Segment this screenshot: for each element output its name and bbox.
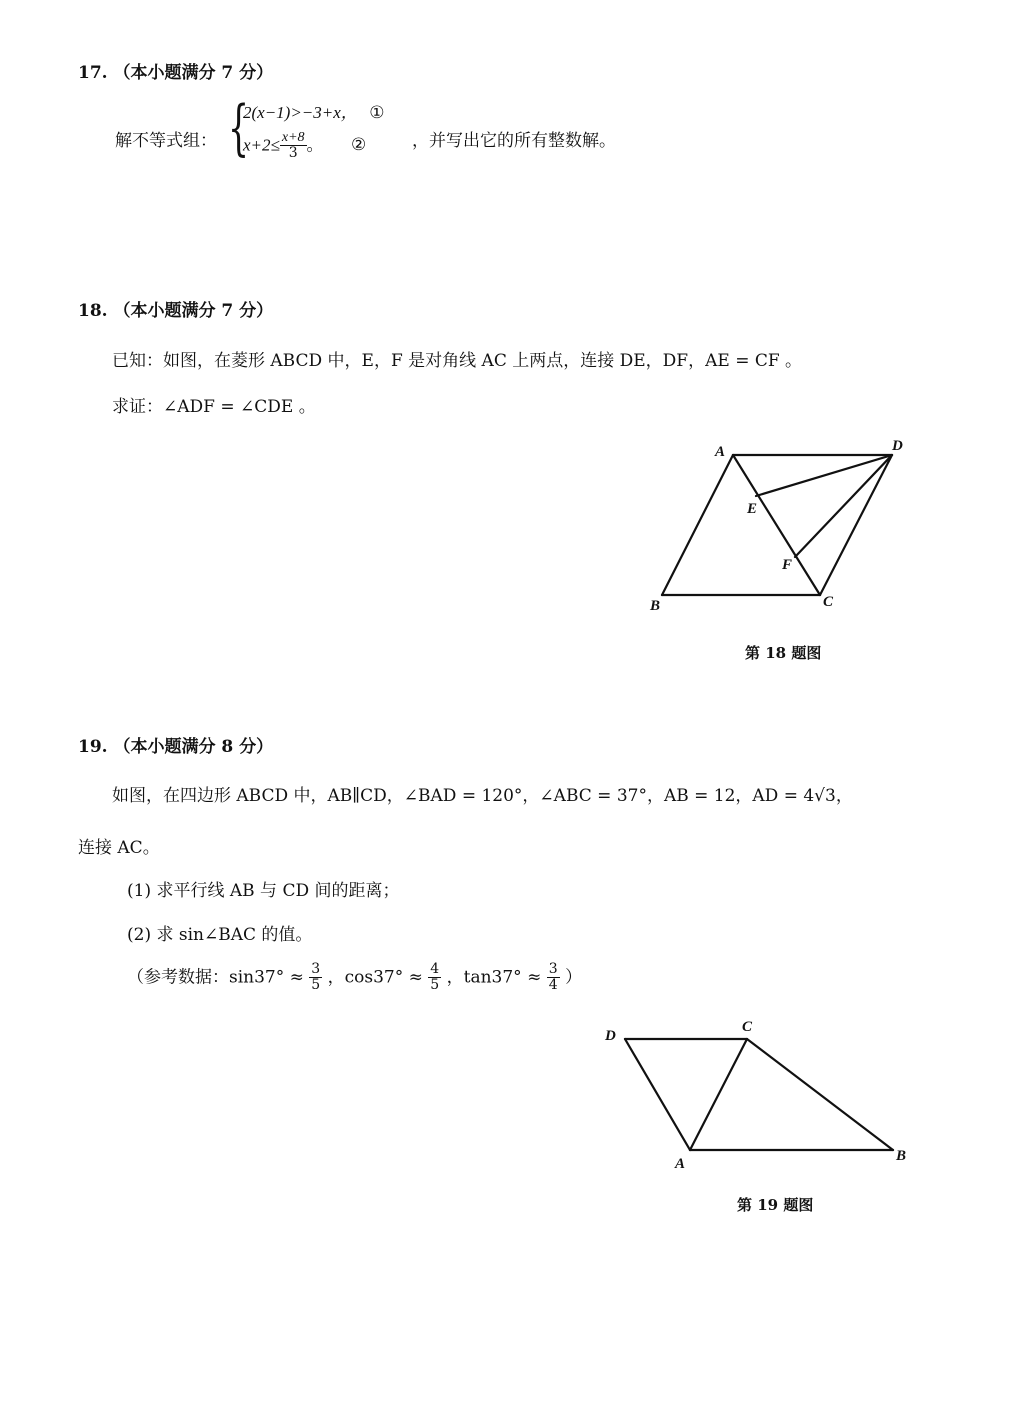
q18-prove: 求证：∠ADF = ∠CDE 。	[112, 397, 316, 417]
q17-header	[78, 58, 273, 83]
side-da	[625, 1039, 690, 1150]
label-b: B	[650, 598, 661, 614]
inequality-2-fraction	[280, 130, 307, 162]
q18-given: 已知：如图，在菱形 ABCD 中，E，F 是对角线 AC 上两点，连接 DE，DF，AE = CF 。	[112, 351, 803, 371]
side-cb	[747, 1039, 893, 1150]
q19-number: 19.	[78, 737, 108, 757]
inequality-2-marker: ②	[350, 135, 367, 156]
side-ab	[662, 455, 733, 595]
q19-part-1: (1) 求平行线 AB 与 CD 间的距离；	[127, 881, 400, 901]
label-c: C	[742, 1019, 753, 1035]
q19-points: （本小题满分 8 分）	[113, 737, 274, 757]
label-a: A	[715, 444, 726, 460]
figure-19-caption: 第 19 题图	[737, 1196, 814, 1214]
ref-tan-numerator: 3	[548, 961, 558, 977]
inequality-2-numerator: x+8	[281, 130, 305, 145]
ref-cos-denominator: 5	[430, 977, 440, 994]
ref-sin-numerator: 3	[311, 961, 321, 977]
label-f: F	[782, 557, 793, 573]
ref-sin-denominator: 5	[311, 977, 321, 994]
q19-reference-data	[127, 962, 582, 994]
ref-cos-fraction	[428, 962, 441, 994]
q19-header	[78, 732, 273, 757]
label-d: D	[892, 438, 903, 454]
label-e: E	[747, 501, 758, 517]
ref-tan-fraction	[547, 962, 560, 994]
q18-header	[78, 296, 273, 321]
label-b: B	[896, 1148, 907, 1164]
q19-part-2: (2) 求 sin∠BAC 的值。	[127, 925, 313, 945]
ref-end: ）	[565, 967, 583, 988]
system-brace: {	[228, 93, 250, 163]
inequality-2-denominator: 3	[288, 145, 298, 162]
inequality-2-left: x+2≤	[243, 135, 280, 155]
q17-lead: 解不等式组：	[115, 131, 217, 151]
segment-ac	[690, 1039, 747, 1150]
label-a: A	[675, 1156, 686, 1172]
ref-tan-lead: ，tan37° ≈	[446, 967, 542, 988]
inequality-1-marker: ①	[369, 103, 385, 123]
q19-given-line-2: 连接 AC。	[78, 838, 160, 858]
inequality-2-end: 。	[306, 135, 324, 156]
ref-tan-denominator: 4	[548, 977, 558, 994]
q17-number: 17.	[78, 63, 108, 83]
rhombus-figure	[640, 430, 920, 620]
q17-tail: ，并写出它的所有整数解。	[412, 131, 616, 151]
ref-cos-lead: ，cos37° ≈	[327, 967, 423, 988]
ref-lead: （参考数据：sin37° ≈	[127, 967, 304, 988]
q17-inequality-1	[243, 98, 384, 123]
q17-points: （本小题满分 7 分）	[113, 63, 274, 83]
q17-inequality-2	[243, 130, 366, 162]
ref-cos-numerator: 4	[430, 961, 440, 977]
q18-number: 18.	[78, 301, 108, 321]
q19-given-line-1: 如图，在四边形 ABCD 中，AB∥CD，∠BAD = 120°，∠ABC = 37°，AB = 12，AD = 4√3，	[112, 786, 853, 806]
diagonal-ac	[733, 455, 820, 595]
inequality-1-text: 2(x−1)>−3+x，	[243, 103, 358, 122]
quadrilateral-figure	[595, 1010, 925, 1180]
label-d: D	[605, 1028, 616, 1044]
ref-sin-fraction	[309, 962, 322, 994]
label-c: C	[823, 594, 834, 610]
side-cd	[820, 455, 892, 595]
figure-18-caption: 第 18 题图	[745, 644, 822, 662]
q18-points: （本小题满分 7 分）	[113, 301, 274, 321]
